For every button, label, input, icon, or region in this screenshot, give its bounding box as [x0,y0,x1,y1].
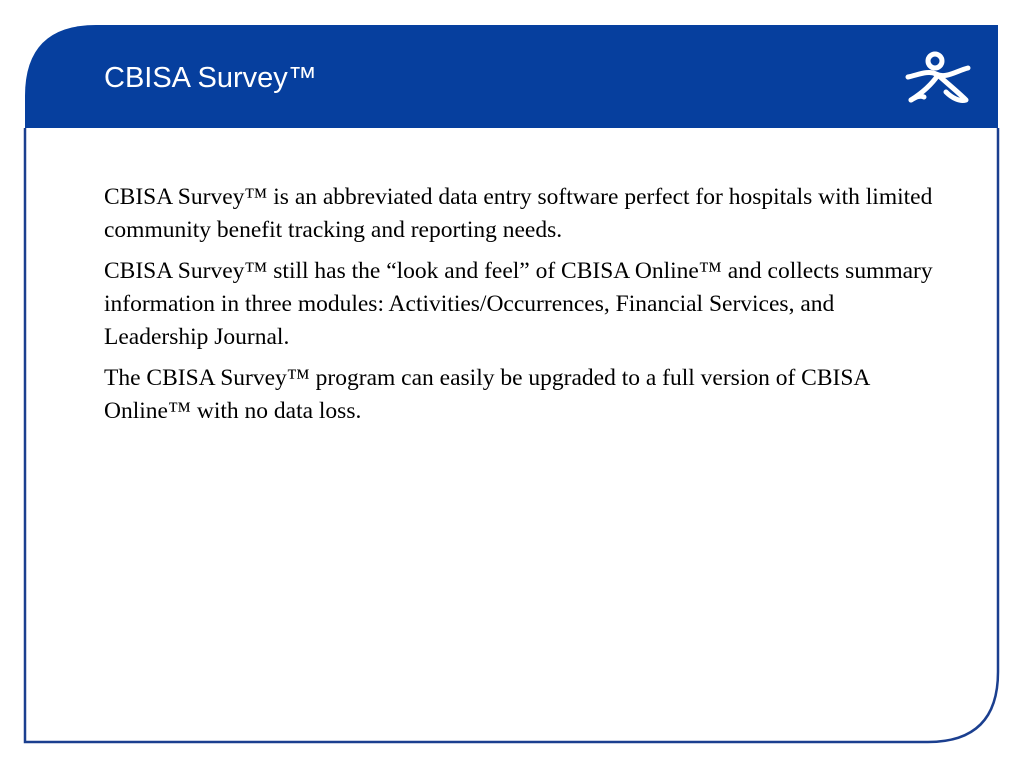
paragraph-2: CBISA Survey™ still has the “look and feel” of CBISA Online™ and collects summary information in three modules: Activities/Occurrences, Financial Services, and Leadership Journal. [104,258,933,350]
stylized-figure-logo-icon [902,48,974,108]
paragraph-1: CBISA Survey™ is an abbreviated data entry software perfect for hospitals with limited community benefit tracking and reporting needs. [104,184,933,243]
slide-content [104,181,934,436]
paragraph-3: The CBISA Survey™ program can easily be upgraded to a full version of CBISA Online™ with no data loss. [104,365,870,424]
slide-title: CBISA Survey™ [104,62,317,94]
